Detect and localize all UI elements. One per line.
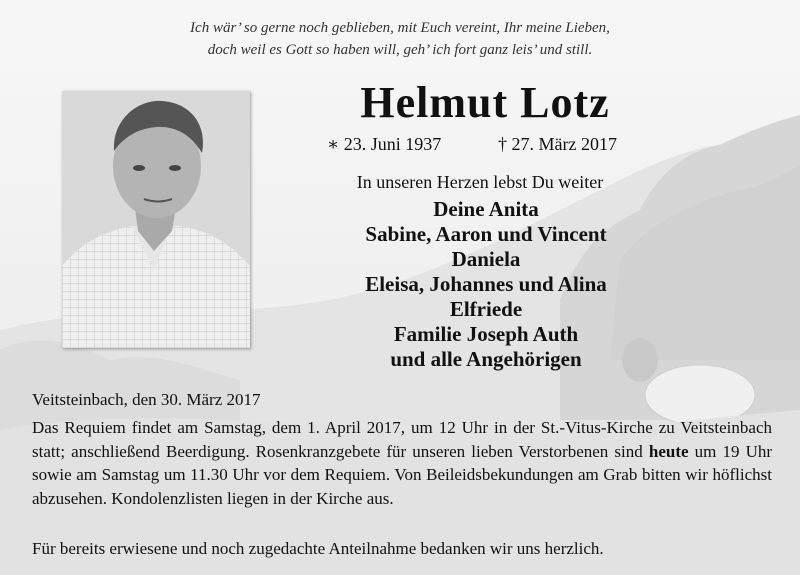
place-and-date: Veitsteinbach, den 30. März 2017 — [32, 390, 261, 409]
mourner-line: Daniela — [451, 247, 521, 271]
birth-date: ∗ 23. Juni 1937 — [327, 134, 442, 154]
mourners-list — [300, 197, 672, 372]
service-details-paragraph — [32, 416, 772, 510]
deceased-name: Helmut Lotz — [360, 78, 610, 127]
mourner-line: Deine Anita — [433, 197, 539, 221]
portrait-photo — [62, 91, 250, 348]
motto-line: In unseren Herzen lebst Du weiter — [356, 172, 604, 192]
mourner-line: Eleisa, Johannes und Alina — [365, 272, 607, 296]
mourner-line: und alle Angehörigen — [390, 347, 582, 371]
death-date: † 27. März 2017 — [498, 134, 617, 154]
service-text-bold: heute — [648, 441, 689, 461]
service-text-part-1: Das Requiem findet am Samstag, dem 1. April 2017, um 12 Uhr in der St.-Vitus-Kirche zu Veitsteinbach statt; anschließend Beerdigung. Rosenkranzgebete für unseren lieben Verstorbenen sind — [32, 418, 772, 461]
mourner-line: Familie Joseph Auth — [393, 322, 579, 346]
service-text-part-2: um 19 Uhr sowie am Samstag um 11.30 Uhr vor dem Requiem. Von Beileidsbekundungen am Grab bitten wir höflichst abzusehen. Kondolenzlisten liegen in der Kirche aus. — [32, 441, 773, 508]
verse-line-1: Ich wär’ so gerne noch geblieben, mit Euch vereint, Ihr meine Lieben, — [190, 20, 610, 36]
thanks-line: Für bereits erwiesene und noch zugedachte Anteilnahme bedanken wir uns herzlich. — [32, 539, 604, 558]
verse-line-2: doch weil es Gott so haben will, geh’ ich fort ganz leis’ und still. — [207, 42, 593, 58]
mourner-line: Sabine, Aaron und Vincent — [365, 222, 607, 246]
mourner-line: Elfriede — [449, 297, 523, 321]
